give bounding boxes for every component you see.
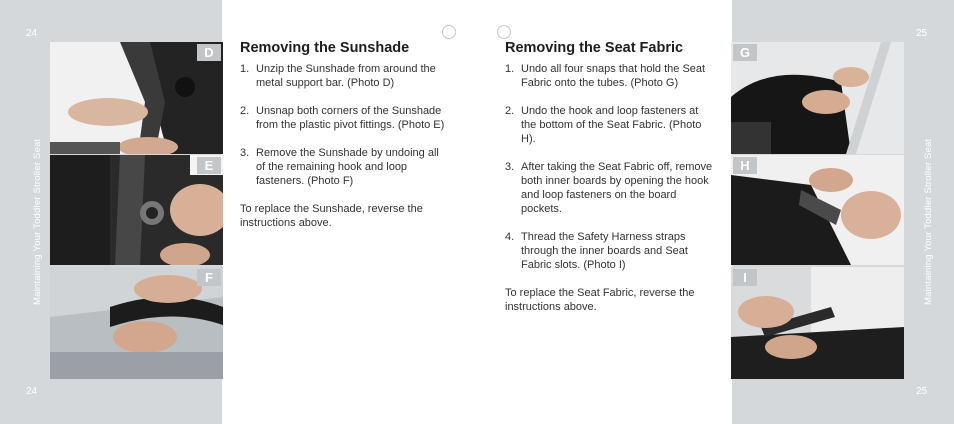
sunshade-section bbox=[240, 40, 445, 230]
sunshade-step-3 bbox=[240, 146, 445, 188]
step-text: Unsnap both corners of the Sunshade from the plastic pivot fittings. (Photo E) bbox=[256, 105, 445, 131]
seat-fabric-replace-note: To replace the Seat Fabric, reverse the instructions above. bbox=[505, 287, 695, 313]
side-title-right: Maintaining Your Toddler Stroller Seat bbox=[923, 138, 934, 305]
registration-mark-left bbox=[442, 25, 456, 39]
step-text: Thread the Safety Harness straps through the inner boards and Seat Fabric slots. (Photo I) bbox=[521, 231, 688, 271]
step-text: Undo the hook and loop fasteners at the bottom of the Seat Fabric. (Photo H). bbox=[521, 105, 702, 145]
seat-fabric-step-3 bbox=[505, 160, 713, 216]
step-number: 2. bbox=[505, 105, 515, 117]
photo-h bbox=[731, 155, 904, 265]
page-number-top-left: 24 bbox=[26, 28, 38, 39]
step-text: Undo all four snaps that hold the Seat Fabric onto the tubes. (Photo G) bbox=[521, 63, 706, 89]
photo-h-label: H bbox=[733, 157, 757, 174]
step-text: After taking the Seat Fabric off, remove both inner boards by opening the hook and loop fasteners on the board pockets. bbox=[521, 161, 713, 215]
sunshade-step-2 bbox=[240, 104, 445, 132]
photo-f bbox=[50, 267, 223, 379]
photo-e bbox=[50, 155, 223, 265]
photo-i-label: I bbox=[733, 269, 757, 286]
page-number-bottom-right: 25 bbox=[916, 386, 928, 397]
step-number: 4. bbox=[505, 231, 515, 243]
step-number: 2. bbox=[240, 105, 250, 117]
photo-i bbox=[731, 267, 904, 379]
page-number-bottom-left: 24 bbox=[26, 386, 38, 397]
step-number: 1. bbox=[240, 63, 250, 75]
sunshade-heading: Removing the Sunshade bbox=[240, 40, 410, 56]
registration-mark-right bbox=[497, 25, 511, 39]
step-text: Remove the Sunshade by undoing all of the remaining hook and loop fasteners. (Photo F) bbox=[256, 147, 439, 187]
seat-fabric-step-1 bbox=[505, 62, 713, 90]
photo-g-label: G bbox=[733, 44, 757, 61]
step-number: 3. bbox=[505, 161, 515, 173]
seat-fabric-step-4 bbox=[505, 230, 713, 272]
seat-fabric-heading: Removing the Seat Fabric bbox=[505, 40, 684, 56]
photo-g bbox=[731, 42, 904, 154]
photo-d-label: D bbox=[197, 44, 221, 61]
seat-fabric-section bbox=[505, 40, 713, 314]
sunshade-step-1 bbox=[240, 62, 445, 90]
photo-e-label: E bbox=[197, 157, 221, 174]
photo-d bbox=[50, 42, 223, 154]
step-number: 3. bbox=[240, 147, 250, 159]
page-number-top-right: 25 bbox=[916, 28, 928, 39]
photo-f-label: F bbox=[197, 269, 221, 286]
side-title-left: Maintaining Your Toddler Stroller Seat bbox=[32, 138, 43, 305]
step-text: Unzip the Sunshade from around the metal support bar. (Photo D) bbox=[256, 63, 436, 89]
seat-fabric-step-2 bbox=[505, 104, 713, 146]
sunshade-replace-note: To replace the Sunshade, reverse the instructions above. bbox=[240, 203, 423, 229]
step-number: 1. bbox=[505, 63, 515, 75]
